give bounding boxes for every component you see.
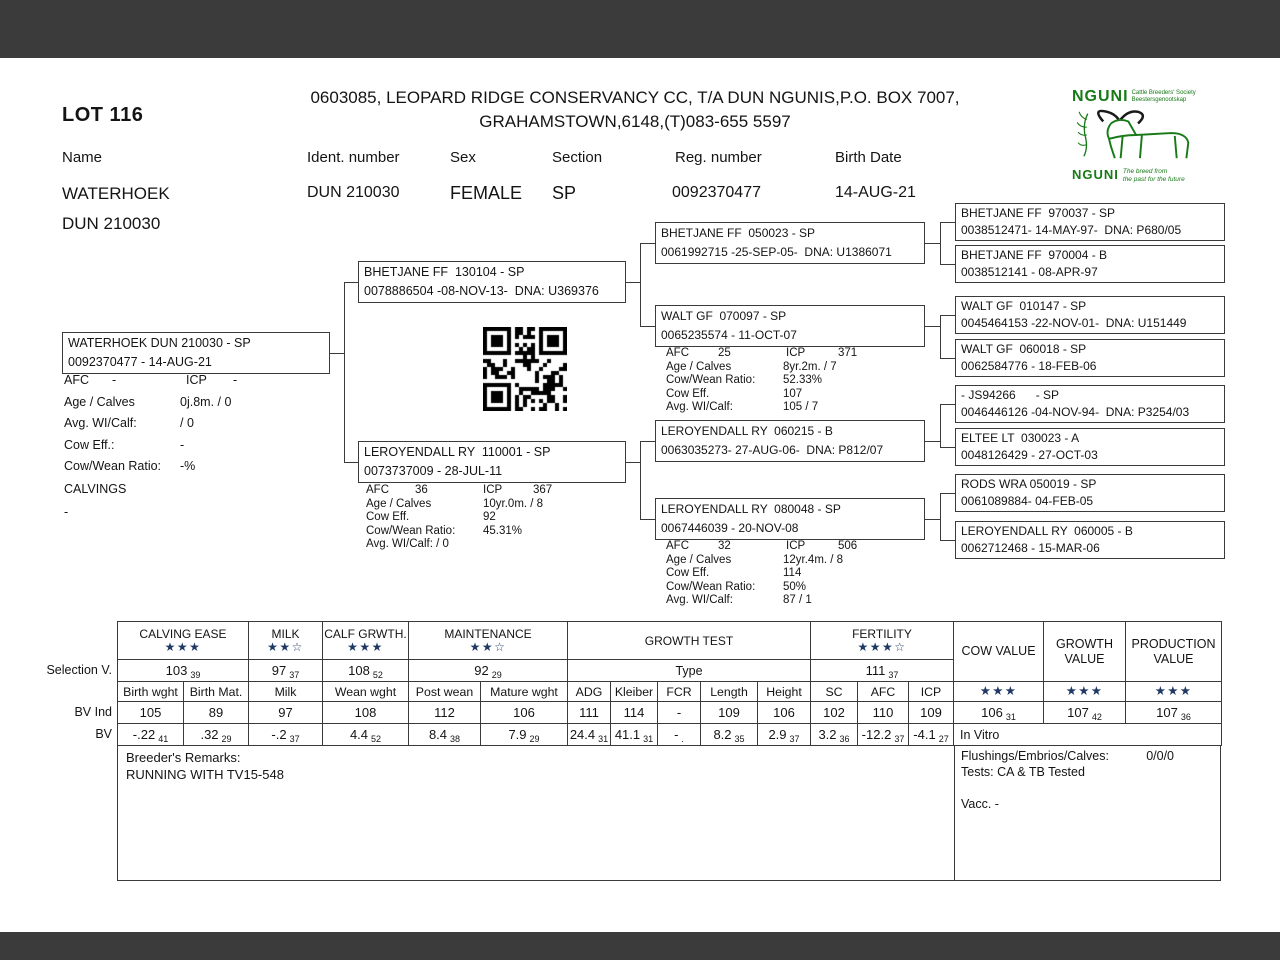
breeders-remarks-text: RUNNING WITH TV15-548 xyxy=(126,767,284,782)
group-fertility: FERTILITY ★★★☆ xyxy=(811,622,954,660)
pedigree-connector xyxy=(940,264,955,265)
flushings-value: 0/0/0 xyxy=(1146,749,1174,763)
sel-maintenance: 92 $_{29}$ xyxy=(409,660,568,682)
bv-cell: 7.9 $_{29}$ xyxy=(481,724,568,746)
label-birth-date: Birth Date xyxy=(835,149,902,166)
pedigree-box-gp1: BHETJANE FF 050023 - SP 0061992715 -25-SEP-05- DNA: U1386071 xyxy=(655,222,925,264)
animal-sex: FEMALE xyxy=(450,183,523,203)
stars-rating: ★★★☆ xyxy=(857,640,907,654)
bv-cell: -.22 $_{41}$ xyxy=(118,724,184,746)
label-reg-number: Reg. number xyxy=(675,149,762,166)
ind-cell: 112 xyxy=(409,702,481,724)
stat-row: Avg. WI/Calf: 105 / 7 xyxy=(666,401,819,413)
ind-cell: 111 xyxy=(568,702,611,724)
header-production-value: PRODUCTION VALUE xyxy=(1126,622,1222,682)
pedigree-connector xyxy=(925,326,940,327)
logo-brand-bottom-text: NGUNI xyxy=(1072,167,1119,182)
stars-rating: ★★★ xyxy=(347,640,384,654)
pedigree-connector xyxy=(344,282,358,283)
stat-row: Cow/Wean Ratio: 50% xyxy=(666,580,807,593)
stars-rating: ★★☆ xyxy=(267,640,304,654)
pedigree-connector xyxy=(640,441,655,442)
stat-row: Cow/Wean Ratio: -% xyxy=(64,459,196,473)
stat-row: Cow Eff. 92 xyxy=(366,511,496,523)
col-wean-wght: Wean wght xyxy=(323,682,409,702)
pedigree-connector xyxy=(940,358,955,359)
stat-row: Cow/Wean Ratio: 45.31% xyxy=(366,524,523,537)
pedigree-box-ggp4: WALT GF 060018 - SP 0062584776 - 18-FEB-06 xyxy=(955,339,1225,377)
col-birth-mat: Birth Mat. xyxy=(184,682,249,702)
header-growth-value: GROWTH VALUE xyxy=(1044,622,1126,682)
gp4-stats xyxy=(666,540,936,608)
flushings-row: Flushings/Embrios/Calves: 0/0/0 xyxy=(961,749,1214,765)
pedigree-box-ggp3: WALT GF 010147 - SP 0045464153 -22-NOV-01- DNA: U151449 xyxy=(955,296,1225,334)
pedigree-box-gp3: LEROYENDALL RY 060215 - B 0063035273- 27-AUG-06- DNA: P812/07 xyxy=(655,420,925,462)
sire-name: BHETJANE FF 130104 - SP xyxy=(364,265,525,279)
bottom-dark-bar xyxy=(0,932,1280,960)
bv-cell: -12.2 $_{37}$ xyxy=(858,724,909,746)
nguni-logo xyxy=(1072,88,1214,183)
pedigree-box-ggp2: BHETJANE FF 970004 - B 0038512141 - 08-APR-97 xyxy=(955,245,1225,283)
stat-row: Avg. WI/Calf: / 0 xyxy=(366,538,449,550)
bv-cell: 8.2 $_{35}$ xyxy=(701,724,758,746)
subject-name: WATERHOEK DUN 210030 - SP xyxy=(68,336,251,350)
logo-brand-text: NGUNI xyxy=(1072,88,1129,105)
production-value-stars: ★★★ xyxy=(1126,682,1222,702)
calvings-label: CALVINGS xyxy=(64,481,127,496)
sire-reg: 0078886504 -08-NOV-13- DNA: U369376 xyxy=(364,284,599,298)
pedigree-box-dam xyxy=(358,441,626,483)
sel-calving-ease: 103 $_{39}$ xyxy=(118,660,249,682)
qr-code xyxy=(483,327,567,411)
pedigree-connector xyxy=(925,441,940,442)
stat-row: Cow Eff. 107 xyxy=(666,387,803,400)
group-calf-growth: CALF GRWTH. ★★★ xyxy=(323,622,409,660)
group-growth-test: GROWTH TEST xyxy=(568,622,811,660)
gp4-afc-icp-row: AFC 32 ICP 506 xyxy=(666,540,858,552)
group-milk: MILK ★★☆ xyxy=(249,622,323,660)
animal-name: WATERHOEK xyxy=(62,184,170,203)
tests-row: Tests: CA & TB Tested xyxy=(961,764,1085,779)
col-kleiber: Kleiber xyxy=(611,682,658,702)
pedigree-box-ggp8: LEROYENDALL RY 060005 - B 0062712468 - 15-MAR-06 xyxy=(955,521,1225,559)
row-label-bv: BV xyxy=(95,727,112,741)
subject-reg: 0092370477 - 14-AUG-21 xyxy=(68,355,212,369)
growth-test-type: Type xyxy=(568,660,811,682)
stat-row: Cow Eff.: - xyxy=(64,437,185,452)
pedigree-box-ggp1: BHETJANE FF 970037 - SP 0038512471- 14-MAY-97- DNA: P680/05 xyxy=(955,203,1225,241)
production-value-ind: 107 $_{36}$ xyxy=(1126,702,1222,724)
flushings-box xyxy=(954,745,1221,881)
stat-row: Avg. WI/Calf: 87 / 1 xyxy=(666,594,812,606)
dam-stats xyxy=(366,484,636,552)
cow-value-ind: 106 $_{31}$ xyxy=(954,702,1044,724)
bv-cell: -.2 $_{37}$ xyxy=(249,724,323,746)
ind-cell: 105 xyxy=(118,702,184,724)
ind-cell: 97 xyxy=(249,702,323,724)
pedigree-connector xyxy=(940,222,955,223)
lot-number: LOT 116 xyxy=(62,104,144,126)
label-name: Name xyxy=(62,149,103,166)
subject-stats xyxy=(64,373,344,527)
label-section: Section xyxy=(552,149,603,166)
col-birth-wght: Birth wght xyxy=(118,682,184,702)
pedigree-box-gp2: WALT GF 070097 - SP 0065235574 - 11-OCT-07 xyxy=(655,305,925,347)
stat-row: Age / Calves 8yr.2m. / 7 xyxy=(666,360,837,373)
pedigree-connector xyxy=(925,519,940,520)
cow-value-stars: ★★★ xyxy=(954,682,1044,702)
animal-ident: DUN 210030 xyxy=(307,184,400,201)
pedigree-connector xyxy=(940,315,955,316)
header-cow-value: COW VALUE xyxy=(954,622,1044,682)
in-vitro-cell: In Vitro xyxy=(954,724,1222,746)
bv-cell: - $_.$ xyxy=(658,724,701,746)
breeders-remarks-title: Breeder's Remarks: xyxy=(126,750,241,765)
address-line2: GRAHAMSTOWN,6148,(T)083-655 5597 xyxy=(479,112,791,131)
pedigree-connector xyxy=(626,462,640,463)
pedigree-box-ggp7: RODS WRA 050019 - SP 0061089884- 04-FEB-05 xyxy=(955,474,1225,512)
top-dark-bar xyxy=(0,0,1280,58)
pedigree-box-gp4: LEROYENDALL RY 080048 - SP 0067446039 - 20-NOV-08 xyxy=(655,498,925,540)
row-label-selection-v: Selection V. xyxy=(46,663,112,677)
logo-slogan: The breed from the past for the future xyxy=(1122,168,1185,183)
calvings-value: - xyxy=(64,505,69,519)
ind-cell: 102 xyxy=(811,702,858,724)
bv-cell: .32 $_{29}$ xyxy=(184,724,249,746)
ind-cell: 114 xyxy=(611,702,658,724)
pedigree-box-ggp6: ELTEE LT 030023 - A 0048126429 - 27-OCT-03 xyxy=(955,428,1225,466)
stat-row: Age / Calves 12yr.4m. / 8 xyxy=(666,553,844,566)
bv-cell: 4.4 $_{52}$ xyxy=(323,724,409,746)
pedigree-connector xyxy=(344,462,358,463)
animal-birth: 14-AUG-21 xyxy=(835,184,916,201)
ind-cell: 108 xyxy=(323,702,409,724)
stat-row: Cow/Wean Ratio: 52.33% xyxy=(666,374,823,386)
growth-value-stars: ★★★ xyxy=(1044,682,1126,702)
animal-name-line2: DUN 210030 xyxy=(62,214,161,233)
growth-value-ind: 107 $_{42}$ xyxy=(1044,702,1126,724)
sel-fertility: 111 $_{37}$ xyxy=(811,660,954,682)
stars-rating: ★★★ xyxy=(164,640,202,654)
col-post-wean: Post wean xyxy=(409,682,481,702)
pedigree-connector xyxy=(940,315,941,358)
pedigree-connector xyxy=(640,441,641,519)
col-height: Height xyxy=(758,682,811,702)
pedigree-connector xyxy=(940,404,955,405)
col-sc: SC xyxy=(811,682,858,702)
col-afc: AFC xyxy=(858,682,909,702)
bv-cell: 3.2 $_{36}$ xyxy=(811,724,858,746)
col-length: Length xyxy=(701,682,758,702)
ind-cell: - xyxy=(658,702,701,724)
stat-row: Age / Calves 10yr.0m. / 8 xyxy=(366,497,544,510)
ebv-table xyxy=(117,621,1222,746)
gp2-afc-icp-row: AFC 25 ICP 371 xyxy=(666,347,858,359)
ind-cell: 110 xyxy=(858,702,909,724)
ind-cell: 89 xyxy=(184,702,249,724)
subject-afc-icp-row: AFC - ICP - xyxy=(64,373,238,387)
pedigree-connector xyxy=(925,243,940,244)
col-mature-wght: Mature wght xyxy=(481,682,568,702)
sel-milk: 97 $_{37}$ xyxy=(249,660,323,682)
col-milk: Milk xyxy=(249,682,323,702)
vacc-row: Vacc. - xyxy=(961,797,999,811)
group-maintenance: MAINTENANCE ★★☆ xyxy=(409,622,568,660)
pedigree-connector xyxy=(640,326,655,327)
pedigree-connector xyxy=(940,404,941,447)
animal-section: SP xyxy=(552,183,577,203)
stat-row: Age / Calves 0j.8m. / 0 xyxy=(64,394,232,409)
ind-cell: 109 xyxy=(701,702,758,724)
pedigree-box-subject xyxy=(62,332,330,374)
bv-cell: 24.4 $_{31}$ xyxy=(568,724,611,746)
ind-cell: 106 xyxy=(481,702,568,724)
col-fcr: FCR xyxy=(658,682,701,702)
pedigree-connector xyxy=(640,519,655,520)
pedigree-connector xyxy=(940,447,955,448)
sel-calf-growth: 108 $_{52}$ xyxy=(323,660,409,682)
logo-header xyxy=(1072,88,1214,106)
pedigree-connector xyxy=(344,282,345,462)
stat-row: Cow Eff. 114 xyxy=(666,567,802,579)
pedigree-connector xyxy=(640,243,641,326)
ind-cell: 109 xyxy=(909,702,954,724)
gp2-stats xyxy=(666,347,936,415)
pedigree-connector xyxy=(940,222,941,264)
logo-footer xyxy=(1072,167,1214,183)
group-calving-ease: CALVING EASE ★★★ xyxy=(118,622,249,660)
bv-cell: 8.4 $_{38}$ xyxy=(409,724,481,746)
col-icp: ICP xyxy=(909,682,954,702)
dam-name: LEROYENDALL RY 110001 - SP xyxy=(364,445,551,459)
bv-cell: 41.1 $_{31}$ xyxy=(611,724,658,746)
pedigree-box-ggp5: - JS94266 - SP 0046446126 -04-NOV-94- DNA: P3254/03 xyxy=(955,385,1225,423)
animal-reg: 0092370477 xyxy=(672,184,761,201)
label-ident-number: Ident. number xyxy=(307,149,400,166)
pedigree-connector xyxy=(626,282,640,283)
pedigree-connector xyxy=(940,493,955,494)
bull-illustration-icon xyxy=(1072,106,1206,164)
ind-cell: 106 xyxy=(758,702,811,724)
bv-cell: 2.9 $_{37}$ xyxy=(758,724,811,746)
pedigree-box-sire xyxy=(358,261,626,303)
pedigree-connector xyxy=(940,493,941,540)
stars-rating: ★★☆ xyxy=(469,640,507,654)
logo-society-text: Cattle Breeders' Society Beestersgenootskap xyxy=(1131,90,1196,103)
col-adg: ADG xyxy=(568,682,611,702)
dam-afc-icp-row: AFC 36 ICP 367 xyxy=(366,484,553,496)
breeder-address xyxy=(205,86,1065,134)
dam-reg: 0073737009 - 28-JUL-11 xyxy=(364,464,503,478)
row-label-bv-ind: BV Ind xyxy=(74,705,112,719)
pedigree-connector xyxy=(330,353,344,354)
label-sex: Sex xyxy=(450,149,476,166)
address-line1: 0603085, LEOPARD RIDGE CONSERVANCY CC, T/A DUN NGUNIS,P.O. BOX 7007, xyxy=(310,88,960,107)
pedigree-connector xyxy=(940,540,955,541)
pedigree-connector xyxy=(640,243,655,244)
bv-cell: -4.1 $_{27}$ xyxy=(909,724,954,746)
breeders-remarks-box xyxy=(117,745,955,881)
stat-row: Avg. WI/Calf: / 0 xyxy=(64,416,194,430)
